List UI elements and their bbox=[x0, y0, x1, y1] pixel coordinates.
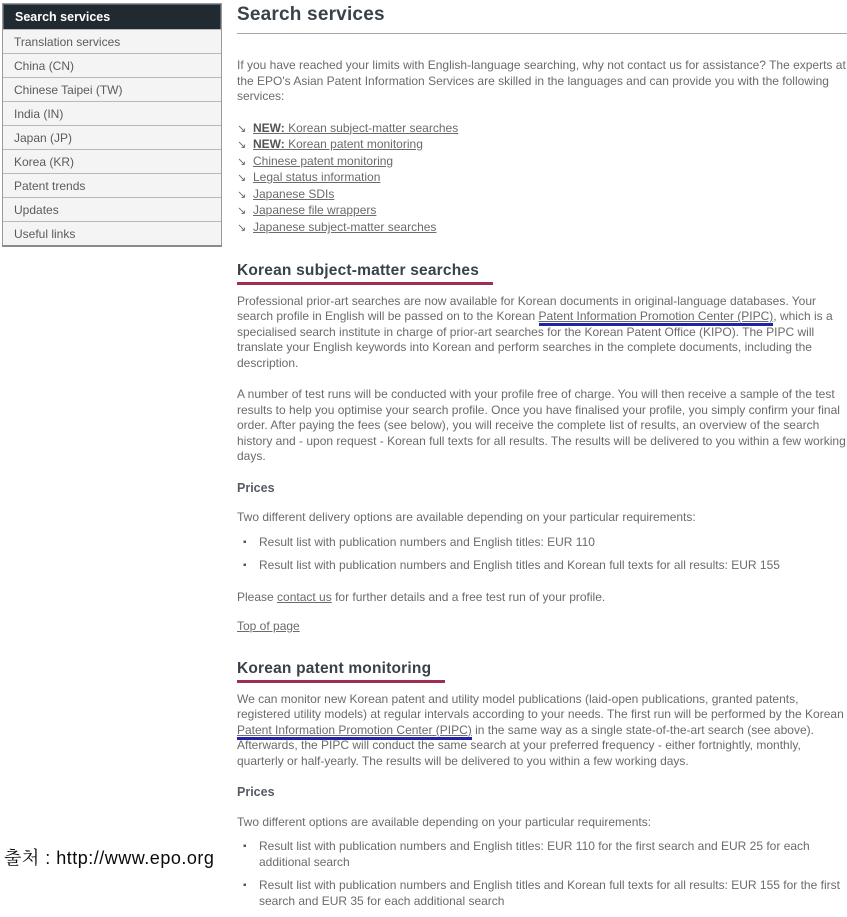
new-badge: NEW: bbox=[253, 120, 289, 135]
sidebar-item-china[interactable]: China (CN) bbox=[3, 53, 221, 77]
sidebar-item-useful-links[interactable]: Useful links bbox=[3, 221, 221, 245]
sidebar-item-patent-trends[interactable]: Patent trends bbox=[3, 173, 221, 197]
section-korean-subject-matter-searches bbox=[237, 262, 847, 635]
main-content bbox=[237, 0, 847, 917]
arrow-down-right-icon: ↘ bbox=[237, 205, 247, 218]
paragraph bbox=[237, 294, 847, 372]
sidebar-item-search-services[interactable]: Search services bbox=[3, 4, 221, 29]
link-chinese-patent-monitoring[interactable] bbox=[253, 154, 393, 168]
sidebar-nav bbox=[2, 3, 222, 247]
sidebar-item-japan[interactable]: Japan (JP) bbox=[3, 125, 221, 149]
paragraph bbox=[237, 692, 847, 770]
prices-intro: Two different delivery options are available depending on your particular requirements: bbox=[237, 510, 696, 525]
link-pipc[interactable]: Patent Information Promotion Center (PIPC) bbox=[539, 309, 774, 326]
paragraph-text: for further details and a free test run of your profile. bbox=[331, 589, 606, 604]
sidebar-item-updates[interactable]: Updates bbox=[3, 197, 221, 221]
list-item bbox=[237, 170, 847, 187]
list-item bbox=[237, 121, 847, 138]
price-item: ▪ Result list with publication numbers and English titles: EUR 110 bbox=[237, 535, 847, 551]
link-contact-us[interactable]: contact us bbox=[277, 589, 332, 604]
price-item: ▪ Result list with publication numbers and English titles and Korean full texts for all results: EUR 155 for the first search and EUR 35 for each additional search bbox=[237, 878, 847, 909]
price-list bbox=[237, 839, 847, 909]
new-badge: NEW: bbox=[253, 137, 289, 152]
arrow-down-right-icon: ↘ bbox=[237, 122, 247, 135]
source-caption: 출처 : http://www.epo.org bbox=[4, 844, 214, 870]
paragraph-text: We can monitor new Korean patent and utility model publications (laid-open publications, granted patents, registered utility models) at regular intervals according to your needs. The first run will be performed by the Korean bbox=[237, 691, 844, 722]
link-label: Chinese patent monitoring bbox=[253, 153, 394, 168]
prices-intro: Two different options are available depending on your particular requirements: bbox=[237, 814, 652, 829]
paragraph-text: Professional prior-art searches are now available for Korean documents in original-language databases. Your search profile in English will be passed on to the Korean bbox=[237, 293, 817, 324]
link-label: Korean patent monitoring bbox=[288, 137, 423, 152]
list-item bbox=[237, 137, 847, 154]
sidebar-item-india[interactable]: India (IN) bbox=[3, 101, 221, 125]
link-label: Korean subject-matter searches bbox=[288, 120, 459, 135]
link-label: Japanese subject-matter searches bbox=[253, 220, 437, 235]
paragraph: A number of test runs will be conducted with your profile free of charge. You will then receive a sample of the test results to help you optimise your search profile. Once you have finalised your profile, you simply confirm your final order. After paying the fees (see below), you will receive the complete list of results, an overview of the search history and - upon request - Korean full texts for all results. The results will be delivered to you within a few working days. bbox=[237, 387, 846, 464]
link-korean-patent-monitoring[interactable] bbox=[253, 137, 423, 151]
link-korean-subject-matter-searches[interactable] bbox=[253, 121, 458, 135]
link-legal-status-information[interactable] bbox=[253, 170, 380, 184]
title-divider bbox=[237, 33, 847, 34]
sidebar-item-translation-services[interactable]: Translation services bbox=[3, 29, 221, 53]
link-japanese-subject-matter-searches[interactable] bbox=[253, 220, 436, 234]
arrow-down-right-icon: ↘ bbox=[237, 222, 247, 235]
link-japanese-sdis[interactable] bbox=[253, 187, 334, 201]
arrow-down-right-icon: ↘ bbox=[237, 188, 247, 201]
prices-heading: Prices bbox=[237, 480, 275, 495]
prices-heading: Prices bbox=[237, 785, 275, 800]
page-title: Search services bbox=[237, 4, 385, 25]
section-korean-patent-monitoring bbox=[237, 660, 847, 910]
price-item: ▪ Result list with publication numbers and English titles: EUR 110 for the first search and EUR 25 for each additional search bbox=[237, 839, 847, 870]
section-heading: Korean subject-matter searches bbox=[237, 262, 493, 285]
intro-paragraph: If you have reached your limits with English-language searching, why not contact us for assistance? The experts at the EPO's Asian Patent Information Services are skilled in the languages and can provide you with the following services: bbox=[237, 58, 846, 103]
link-label: Legal status information bbox=[253, 170, 381, 185]
list-item bbox=[237, 154, 847, 171]
arrow-down-right-icon: ↘ bbox=[237, 172, 247, 185]
sidebar-item-chinese-taipei[interactable]: Chinese Taipei (TW) bbox=[3, 77, 221, 101]
arrow-down-right-icon: ↘ bbox=[237, 139, 247, 152]
link-label: Japanese file wrappers bbox=[253, 203, 377, 218]
link-label: Japanese SDIs bbox=[253, 186, 335, 201]
link-japanese-file-wrappers[interactable] bbox=[253, 203, 376, 217]
paragraph-text: in the same way as a single state-of-the-art search (see above). Afterwards, the PIPC will conduct the same search at your preferred frequency - either fortnightly, monthly, quarterly or half-yearly. The results will be delivered to you within a few working days. bbox=[237, 722, 814, 768]
price-item: ▪ Result list with publication numbers and English titles and Korean full texts for all results: EUR 155 bbox=[237, 558, 847, 574]
contact-line bbox=[237, 590, 847, 606]
list-item bbox=[237, 187, 847, 204]
price-list bbox=[237, 535, 847, 574]
link-top-of-page[interactable]: Top of page bbox=[237, 619, 300, 634]
paragraph-text: Please bbox=[237, 589, 278, 604]
section-heading: Korean patent monitoring bbox=[237, 660, 445, 683]
list-item bbox=[237, 203, 847, 220]
sidebar-item-korea[interactable]: Korea (KR) bbox=[3, 149, 221, 173]
link-pipc[interactable]: Patent Information Promotion Center (PIPC) bbox=[237, 723, 472, 740]
service-links-list bbox=[237, 121, 847, 237]
arrow-down-right-icon: ↘ bbox=[237, 155, 247, 168]
paragraph-text: , which is a specialised search institute in charge of prior-art searches for the Korean Patent Office (KIPO). The PIPC will translate your English keywords into Korean and perform searches in the complete documents, including the description. bbox=[237, 309, 833, 370]
list-item bbox=[237, 220, 847, 237]
